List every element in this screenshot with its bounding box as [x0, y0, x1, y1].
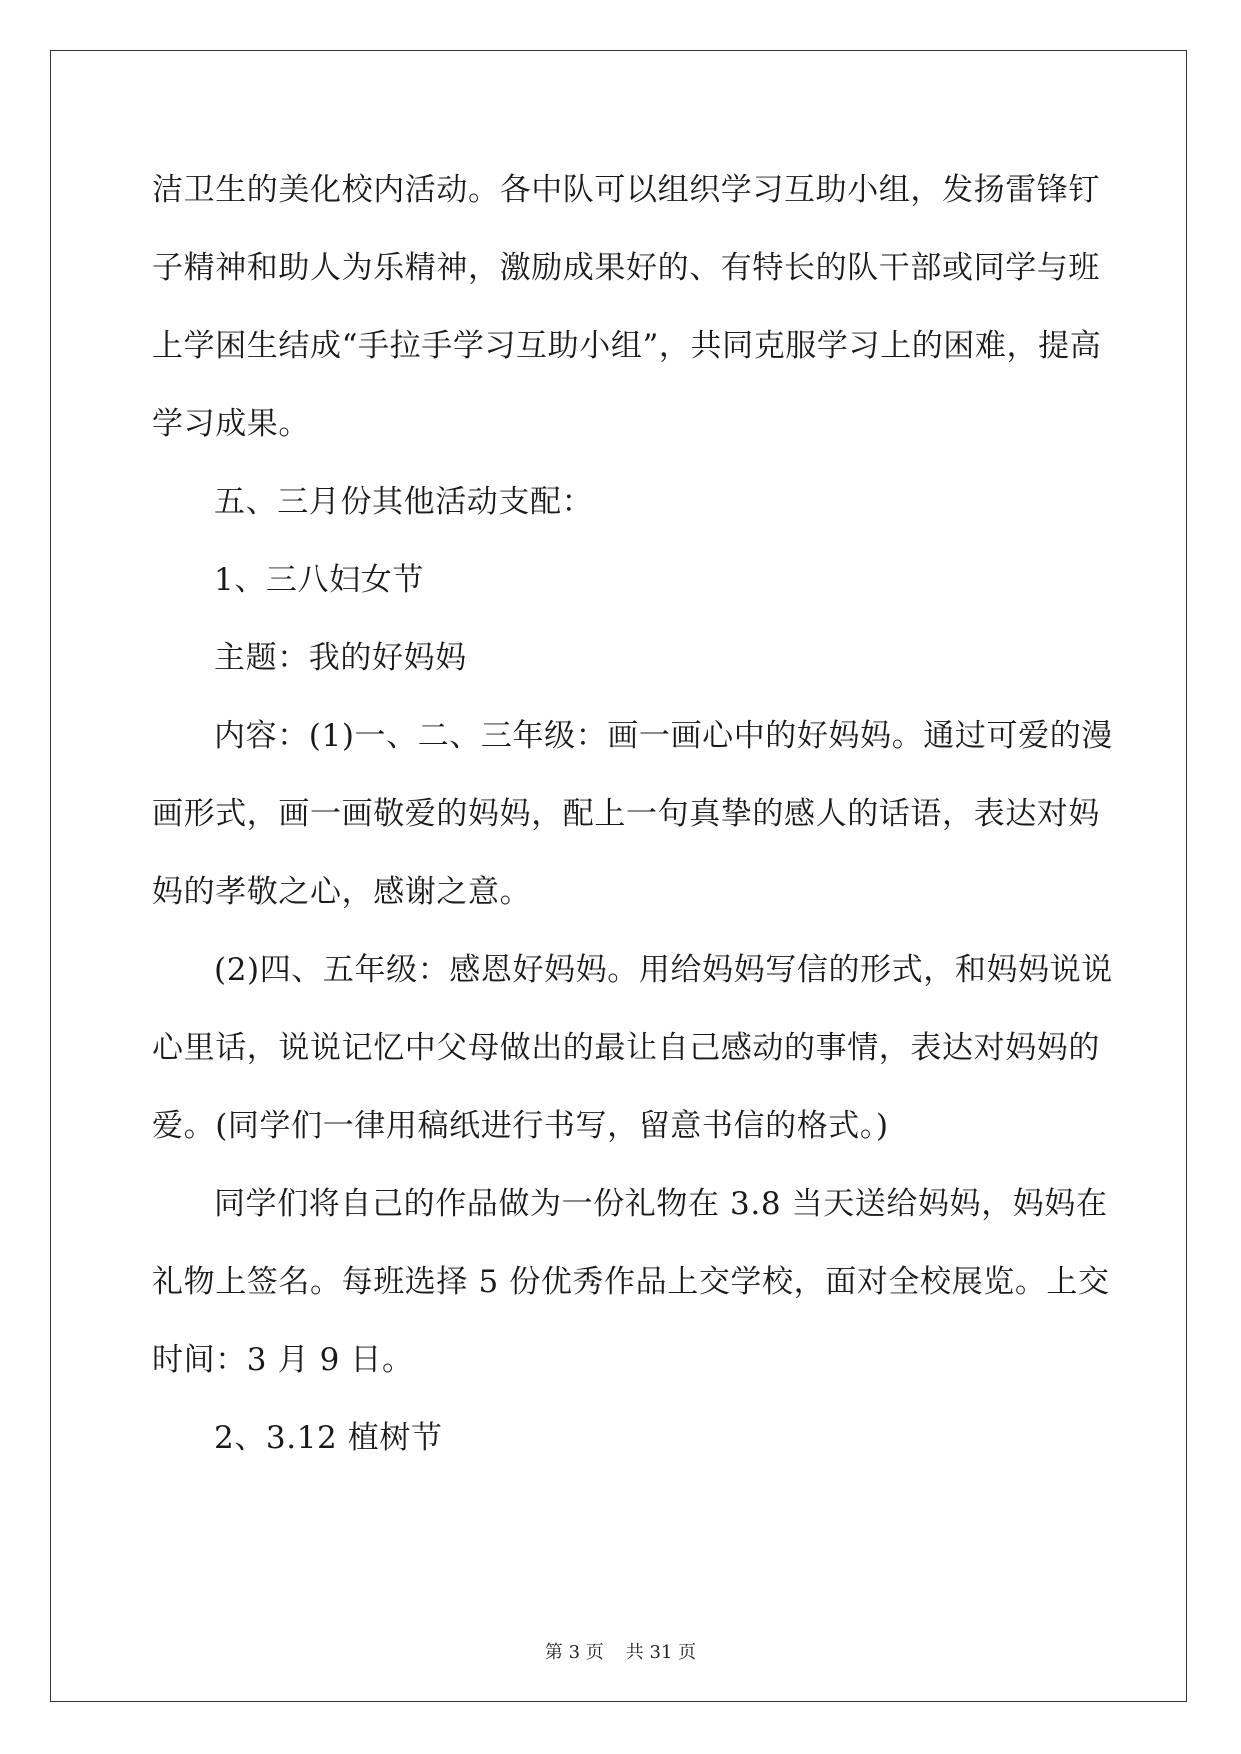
text-line: 爱。(同学们一律用稿纸进行书写，留意书信的格式。) [152, 1108, 889, 1144]
text-line: 主题：我的好妈妈 [214, 640, 467, 676]
document-body [152, 160, 1113, 1486]
page-footer [0, 1638, 1241, 1664]
subsection-heading: 1、三八妇女节 [214, 562, 424, 598]
text-line: 妈的孝敬之心，感谢之意。 [152, 874, 532, 910]
page-number: 第 3 页 [544, 1642, 604, 1663]
subsection-heading: 2、3.12 植树节 [214, 1420, 443, 1456]
text-line: 洁卫生的美化校内活动。各中队可以组织学习互助小组，发扬雷锋钉 [152, 172, 1100, 208]
page-total: 共 31 页 [625, 1642, 697, 1663]
text-line: 画形式，画一画敬爱的妈妈，配上一句真挚的感人的话语，表达对妈 [152, 796, 1100, 832]
text-line: 学习成果。 [152, 406, 310, 442]
section-heading: 五、三月份其他活动支配： [214, 484, 594, 520]
text-line: 子精神和助人为乐精神，激励成果好的、有特长的队干部或同学与班 [152, 250, 1100, 286]
text-line: 同学们将自己的作品做为一份礼物在 3.8 当天送给妈妈，妈妈在 [214, 1186, 1108, 1222]
text-line: 时间：3 月 9 日。 [152, 1342, 414, 1378]
text-line: (2)四、五年级：感恩好妈妈。用给妈妈写信的形式，和妈妈说说 [214, 952, 1113, 988]
text-line: 心里话，说说记忆中父母做出的最让自己感动的事情，表达对妈妈的 [152, 1030, 1100, 1066]
text-line: 内容：(1)一、二、三年级：画一画心中的好妈妈。通过可爱的漫 [214, 718, 1113, 754]
text-line: 上学困生结成“手拉手学习互助小组”，共同克服学习上的困难，提高 [152, 328, 1102, 364]
text-line: 礼物上签名。每班选择 5 份优秀作品上交学校，面对全校展览。上交 [152, 1264, 1110, 1300]
